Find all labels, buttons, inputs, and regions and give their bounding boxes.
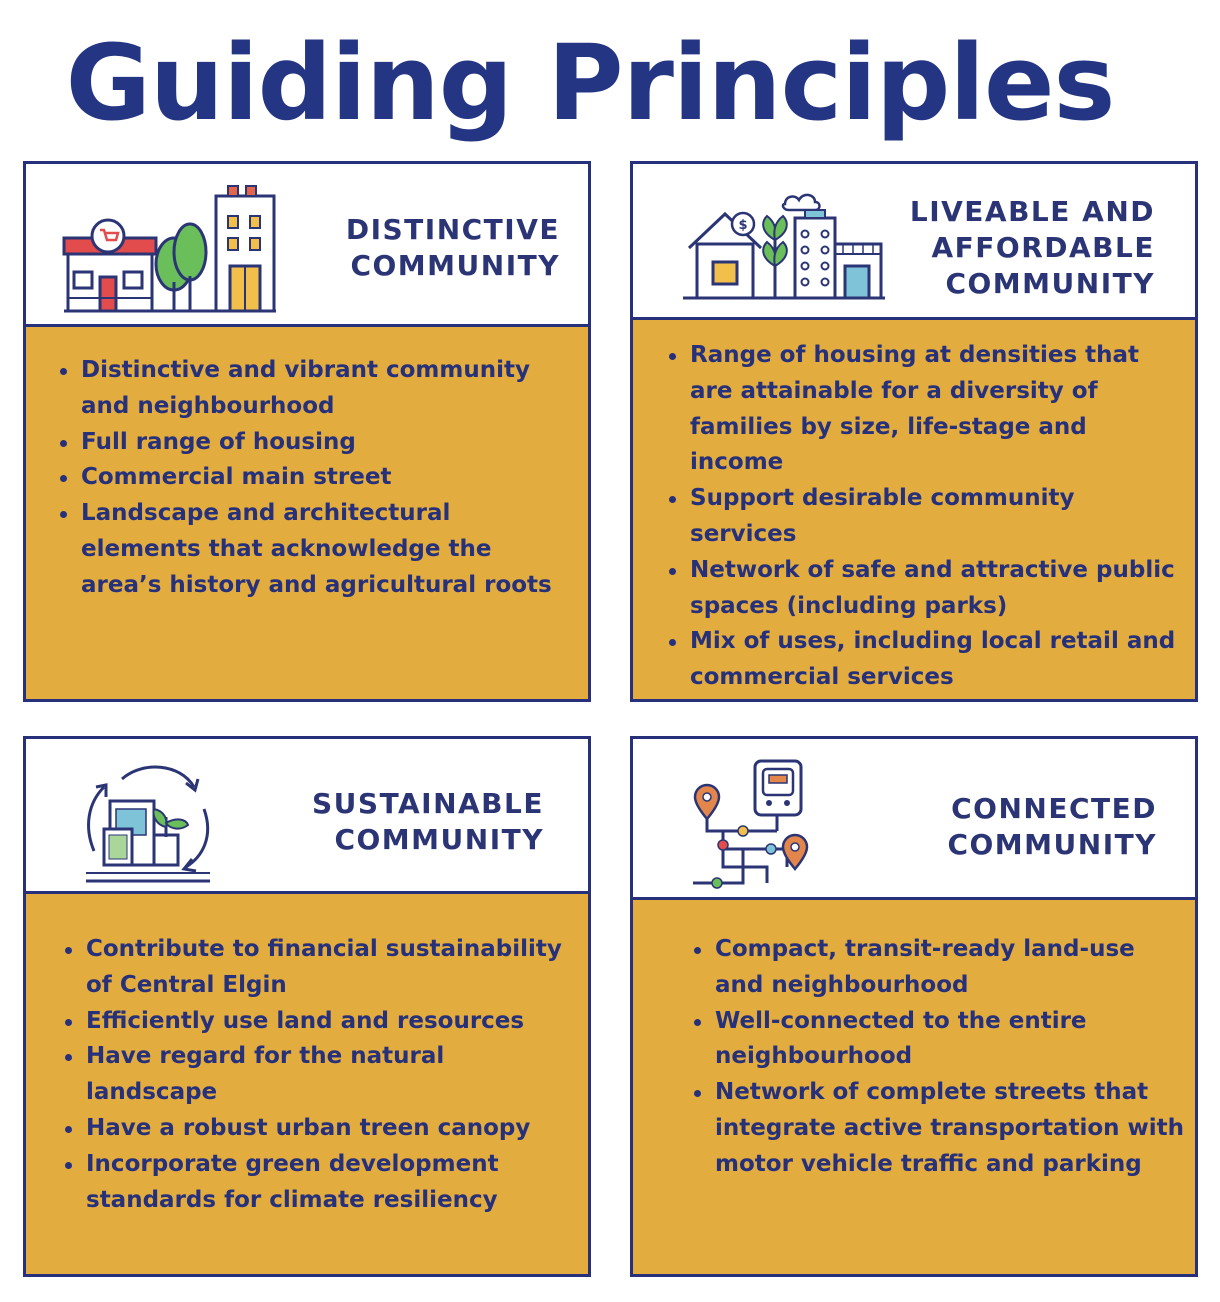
house-plant-apartment-icon [681, 184, 889, 304]
card-liveable-affordable-community [630, 161, 1198, 702]
bullet-list [57, 353, 578, 604]
card-body [633, 900, 1195, 1274]
card-title: LIVEABLE AND AFFORDABLE COMMUNITY [909, 195, 1155, 300]
list-item: Contribute to financial sustainability of Central Elgin [62, 932, 578, 1004]
card-body [26, 327, 588, 699]
card-body [633, 320, 1195, 699]
list-item: Efficiently use land and resources [62, 1004, 578, 1040]
svg-text:$: $ [738, 218, 748, 233]
list-item: Commercial main street [57, 460, 578, 496]
list-item: Network of complete streets that integrate active transportation with motor vehicle traffic and parking [691, 1075, 1185, 1182]
card-header [26, 164, 588, 327]
card-title: CONNECTED COMMUNITY [947, 792, 1157, 861]
card-connected-community [630, 736, 1198, 1277]
card-distinctive-community [23, 161, 591, 702]
card-header [633, 739, 1195, 900]
list-item: Compact, transit-ready land-use and neighbourhood [691, 932, 1185, 1004]
card-body [26, 894, 588, 1274]
card-header [633, 164, 1195, 320]
list-item: Distinctive and vibrant community and neighbourhood [57, 353, 578, 425]
bullet-list [691, 932, 1185, 1183]
card-header [26, 739, 588, 894]
transit-map-pins-icon [687, 757, 811, 891]
list-item: Network of safe and attractive public spaces (including parks) [666, 553, 1185, 625]
card-title: DISTINCTIVE COMMUNITY [345, 213, 560, 282]
list-item: Support desirable community services [666, 481, 1185, 553]
list-item: Full range of housing [57, 425, 578, 461]
list-item: Range of housing at densities that are attainable for a diversity of families by size, life-stage and income [666, 338, 1185, 481]
recycle-building-leaf-icon [82, 757, 214, 885]
card-title: SUSTAINABLE COMMUNITY [312, 787, 544, 856]
bullet-list [62, 932, 578, 1218]
list-item: Landscape and architectural elements that acknowledge the area’s history and agricultural roots [57, 496, 578, 603]
list-item: Mix of uses, including local retail and commercial services [666, 624, 1185, 696]
list-item: Have a robust urban treen canopy [62, 1111, 578, 1147]
storefront-buildings-icon [60, 182, 280, 314]
list-item: Incorporate green development standards for climate resiliency [62, 1147, 578, 1219]
card-sustainable-community [23, 736, 591, 1277]
list-item: Well-connected to the entire neighbourhood [691, 1004, 1185, 1076]
page-title: Guiding Principles [65, 22, 1115, 144]
bullet-list [666, 338, 1185, 696]
list-item: Have regard for the natural landscape [62, 1039, 578, 1111]
